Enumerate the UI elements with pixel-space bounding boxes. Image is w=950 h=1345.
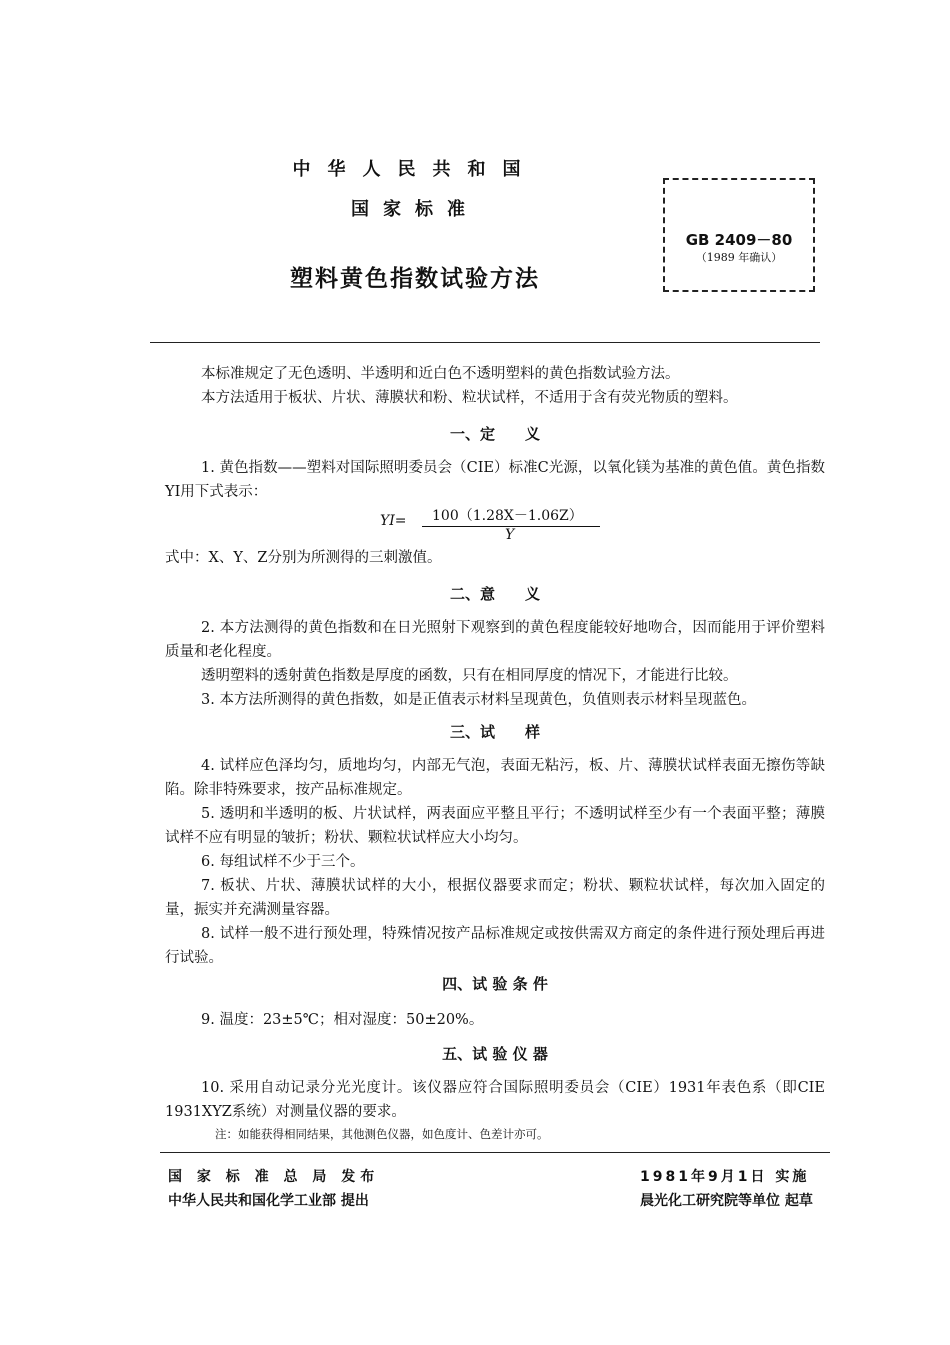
confirmation-year: （1989 年确认） (695, 251, 783, 264)
country-name: 中华人民共和国 (292, 159, 538, 180)
paragraph-5: 5. 透明和半透明的板、片状试样，两表面应平整且平行；不透明试样至少有一个表面平整；薄膜试样不应有明显的皱折；粉状、颗粒状试样应大小均匀。 (165, 806, 825, 846)
section-definition (165, 456, 825, 504)
section-heading-conditions: 四、试 验 条 件 (442, 975, 548, 993)
standard-label: 国家标准 (351, 199, 479, 220)
intro (165, 362, 825, 410)
section-heading-apparatus: 五、试 验 仪 器 (442, 1045, 548, 1063)
paragraph-9: 9. 温度：23±5℃；相对湿度：50±20%。 (201, 1012, 484, 1028)
footer-drafter: 晨光化工研究院等单位 起草 (640, 1193, 813, 1209)
formula-lhs: YI= (380, 513, 407, 529)
section-heading-specimen: 三、试 样 (449, 723, 540, 741)
paragraph-1: 1. 黄色指数——塑料对国际照明委员会（CIE）标准C光源，以氧化镁为基准的黄色值。黄色指数YI用下式表示： (165, 460, 825, 500)
header-divider (150, 342, 820, 343)
paragraph-10: 10. 采用自动记录分光光度计。该仪器应符合国际照明委员会（CIE）1931年表色系（即CIE 1931XYZ系统）对测量仪器的要求。 (165, 1080, 825, 1120)
formula-numerator: 100（1.28X－1.06Z） (432, 508, 583, 524)
section-apparatus (165, 1076, 825, 1124)
section-heading-definition: 一、定 义 (449, 425, 540, 443)
paragraph-3: 3. 本方法所测得的黄色指数，如是正值表示材料呈现黄色，负值则表示材料呈现蓝色。 (201, 692, 756, 708)
intro-paragraph-2: 本方法适用于板状、片状、薄膜状和粉、粒状试样，不适用于含有荧光物质的塑料。 (201, 390, 738, 406)
formula-denominator: Y (505, 527, 515, 543)
paragraph-2: 2. 本方法测得的黄色指数和在日光照射下观察到的黄色程度能较好地吻合，因而能用于评价塑料质量和老化程度。 (165, 620, 825, 660)
section-specimen (165, 754, 825, 970)
footer-proposer: 中华人民共和国化学工业部 提出 (168, 1193, 369, 1209)
section-conditions (165, 1008, 825, 1032)
paragraph-7: 7. 板状、片状、薄膜状试样的大小，根据仪器要求而定；粉状、颗粒状试样，每次加入固定的量，振实并充满测量容器。 (165, 878, 825, 918)
paragraph-6: 6. 每组试样不少于三个。 (201, 854, 365, 870)
paragraph-4: 4. 试样应色泽均匀，质地均匀，内部无气泡，表面无粘污，板、片、薄膜状试样表面无擦伤等缺陷。除非特殊要求，按产品标准规定。 (165, 758, 825, 798)
yellowness-formula (380, 505, 620, 545)
footer-issuer: 国 家 标 准 总 局 发布 (168, 1169, 380, 1185)
intro-paragraph-1: 本标准规定了无色透明、半透明和近白色不透明塑料的黄色指数试验方法。 (201, 366, 680, 382)
footnote: 注：如能获得相同结果，其他测色仪器，如色度计、色差计亦可。 (215, 1127, 549, 1141)
section-significance (165, 616, 825, 712)
section-heading-significance: 二、意 义 (449, 585, 540, 603)
page-title: 塑料黄色指数试验方法 (290, 266, 540, 292)
paragraph-2b: 透明塑料的透射黄色指数是厚度的函数，只有在相同厚度的情况下，才能进行比较。 (201, 668, 738, 684)
footer-date: 1981年9月1日 实施 (640, 1169, 810, 1185)
paragraph-8: 8. 试样一般不进行预处理，特殊情况按产品标准规定或按供需双方商定的条件进行预处理后再进行试验。 (165, 926, 825, 966)
footer-divider (160, 1152, 830, 1153)
standard-code: GB 2409－80 (685, 231, 793, 249)
formula-legend: 式中：X、Y、Z分别为所测得的三刺激值。 (165, 550, 442, 566)
